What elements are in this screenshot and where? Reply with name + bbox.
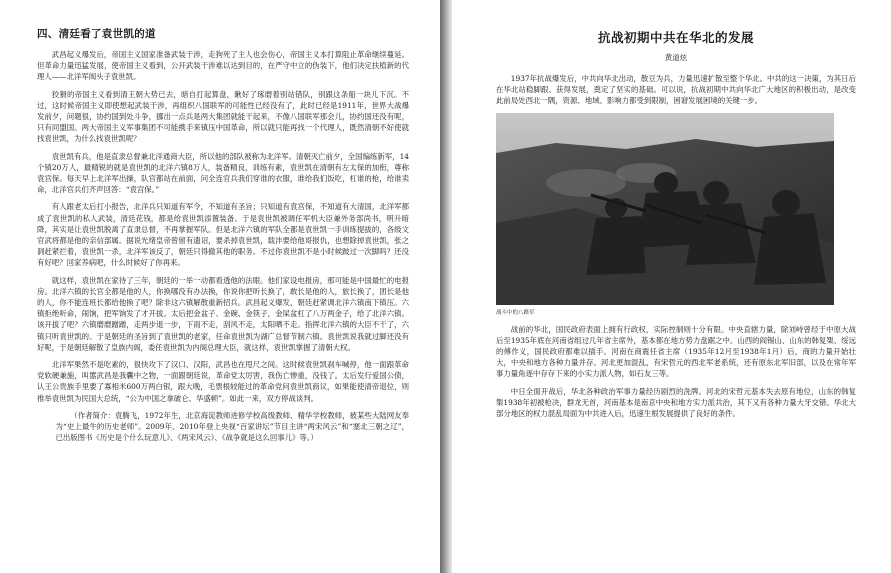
book-gutter: [440, 0, 452, 573]
paragraph: 武昌起义爆发后，帝国主义国家准备武装干涉，走狗死了主人也会伤心，帝国主义本打算阻止革命继续蔓延。但革命力量迅猛发展，使帝国主义看到，公开武装干涉难以达到目的，在严守中立的伪装下，他们决定扶植新的代理人——北洋军阀头子袁世凯。: [37, 50, 409, 82]
author-name: 黄道炫: [664, 53, 688, 62]
author-bio: （作者简介：袁腾飞，1972年生，北京海淀教师进修学校高级教师、精华学校教师，被某些大陆网友奉为“史上最牛的历史老师”。2009年、2010年登上央视“百家讲坛”节目主讲“两宋风云”和“塞北三朝之辽”，已出版图书《历史是个什么玩意儿》、《两宋风云》、《战争就是这么回事儿》等。）: [55, 410, 409, 443]
paragraph: 中日全面开战后，华北各种政治军事力量经历剧烈的洗牌。河北的宋哲元基本失去原有地位，山东的韩复榘1938年初被枪决，群龙无首，河南基本是南京中央和地方实力派共治，其下又有各种力量大牙交错。华北大部分地区的权力混乱局面为中共进入后，迅速生根发展提供了良好的条件。: [496, 386, 856, 419]
historical-photo: [496, 113, 834, 305]
photo-caption: 战斗中的八路军: [496, 309, 535, 316]
paragraph: 战前的华北，国民政府表面上拥有行政权，实际控制则十分有限。中央直辖力量，除刘峙曾经于中原大战后至1935年底在河南省组过几年省主席外，基本都在地方势力盘踞之中。山西的阎锡山、山东的韩复榘、绥远的傅作义，国民政府都难以插手。河南在商震任省主席（1935年12月至1938年1月）后，商的力量开始壮大，中央和地方各种力量并存。河北更加混乱，有宋哲元的西北军老系统，还有原东北军旧部，以及在常年军事力量角逐中存存下来的小实力派人物，如石友三等。: [496, 324, 856, 379]
article-title: 抗战初期中共在华北的发展: [597, 30, 754, 45]
left-column: [37, 26, 409, 444]
paragraph: 狡猾的帝国主义看到清王朝大势已去，暗自打起算盘，瞅好了琢磨着别站错队，别跟这条船一块儿下沉。不过，这时候帝国主义即使想起武装干涉，再组织八国联军的可能性已经没有了，此时已经是1911年，世界大战爆发前夕，问题很，协约国到处斗争，挪出一点兵是两大集团就能干起来，不像八国联军那会儿，协约国还没有呢，只有同盟国。两大帝国主义军事集团不可能携手来镇压中国革命，所以就只能再找一个代理人，既然清朝不好使就找袁世凯，为什么找袁世凯呢？: [37, 89, 409, 144]
paragraph: 北洋军果然不是吃素的，很快攻下了汉口、汉阳，武昌也在甩尺之间。这时候袁世凯刹车喊停，他一面跟革命党软硬兼施，叫嚣武昌是我囊中之物，一面跟朝廷说，革命党太厉害，我伤亡惨重，没钱了。太后发行爱国公债，认王公贵族手里要了寡相米600万两白银，跟大晚，毛票根较能过的革命党问袁世凯商议，如果能使清帝退位，则推举袁世凯为民国大总统，“公为中国之拿破仑、华盛顿”。如此一来，双方停战谈判。: [37, 360, 409, 403]
right-page: [452, 0, 891, 573]
paragraph: 就这样，袁世凯在家待了三年，朝廷的一举一动都看透他的法眼。他们家设电报房，那可能是中国最忙的电报房。北洋六镇的长官全都是他的人，你换哪没有办法换，你说你把听长换了，敢长是他的人，旅长换了，团长是他的人，你不能连班长都给他换了吧？除非这六镇解散重新招兵。武昌起义爆发，朝廷赶紧调北洋六镇南下镇压。六镇拒绝听命，闹饷，把军饷发了才开拔。太后把金盆子、金碗、金筷子，金屎盆杠了八万两金子，给了北洋六镇。该开拔了吧？六镇磨磨蹭蹭，走两步退一步，下雨不走，刮风不走，太阳晒不走。指挥北洋六镇的大臣不干了，六镇只听袁世凯的。于是朝廷的圣旨到了袁世凯的老家，任命袁世凯为湖广总督节制六镇。袁世凯说我就过脚还没有好呢，于是朝廷解散了皇族内阁，委任袁世凯为内阁总理大臣，就这样，袁世凯掌握了清朝大权。: [37, 275, 409, 352]
right-column: [496, 28, 856, 425]
section-title: 四、清廷看了袁世凯的道: [37, 28, 156, 40]
left-page: [0, 0, 440, 573]
paragraph: 有人跟老太后打小报告，北洋兵只知道有军令，不知道有圣旨；只知道有袁宫保，不知道有大清国，北洋军都成了袁世凯的私人武装，清廷花钱，都是给袁世凯添置装备。于是袁世凯被调任军机大臣兼外务部尚书，明升暗降，其实是让袁世凯脱离了直隶总督，不再掌握军队。但是北洋六镇的军队全都是袁世凯一手训练提拔的，各级文官武将都是他的亲信部属。据说光绪皇帝曾留有遗诏，要杀掉袁世凯，载沣要给他哥报仇，也想除掉袁世凯，张之洞赶紧拦着，袁世凯一杀，北洋军该反了，朝廷只得撤其他的职务。不过你袁世凯不是小时候跛过一次脚吗？还没有好吧？回家养病吧，什么时候好了你再来。: [37, 202, 409, 268]
intro-paragraph: 1937年抗战爆发后，中共向华北出动，散豆为兵，力量迅速扩散至整个华北。中共的这一决策，为其日后在华北站稳脚跟、获得发展，奠定了坚实的基础。可以说，抗战初期中共向华北广大地区的积极出动，是改变此前局处西北一隅，资源、地域、影响力都受到限制，困窘发展困境的关键一步。: [496, 74, 856, 106]
paragraph: 袁世凯有兵，他是直隶总督兼北洋通商大臣，所以他的部队被称为北洋军。清朝灭亡前夕，全国编练新军，14个镇20万人，最精锐的就是袁世凯的北洋六镇8万人，装备精良，训练有素，袁世凯在清朝有左太保的加衔，尊称袁宫保。每天早上北洋军出操，队官都站在前面，问全连官兵我们穿谁的衣服，谁给我们饭吃，杠谁的枪，给谁卖命，北洋官兵们齐声回答：“袁宫保。”: [37, 151, 409, 195]
photo-illustration: [496, 113, 834, 305]
